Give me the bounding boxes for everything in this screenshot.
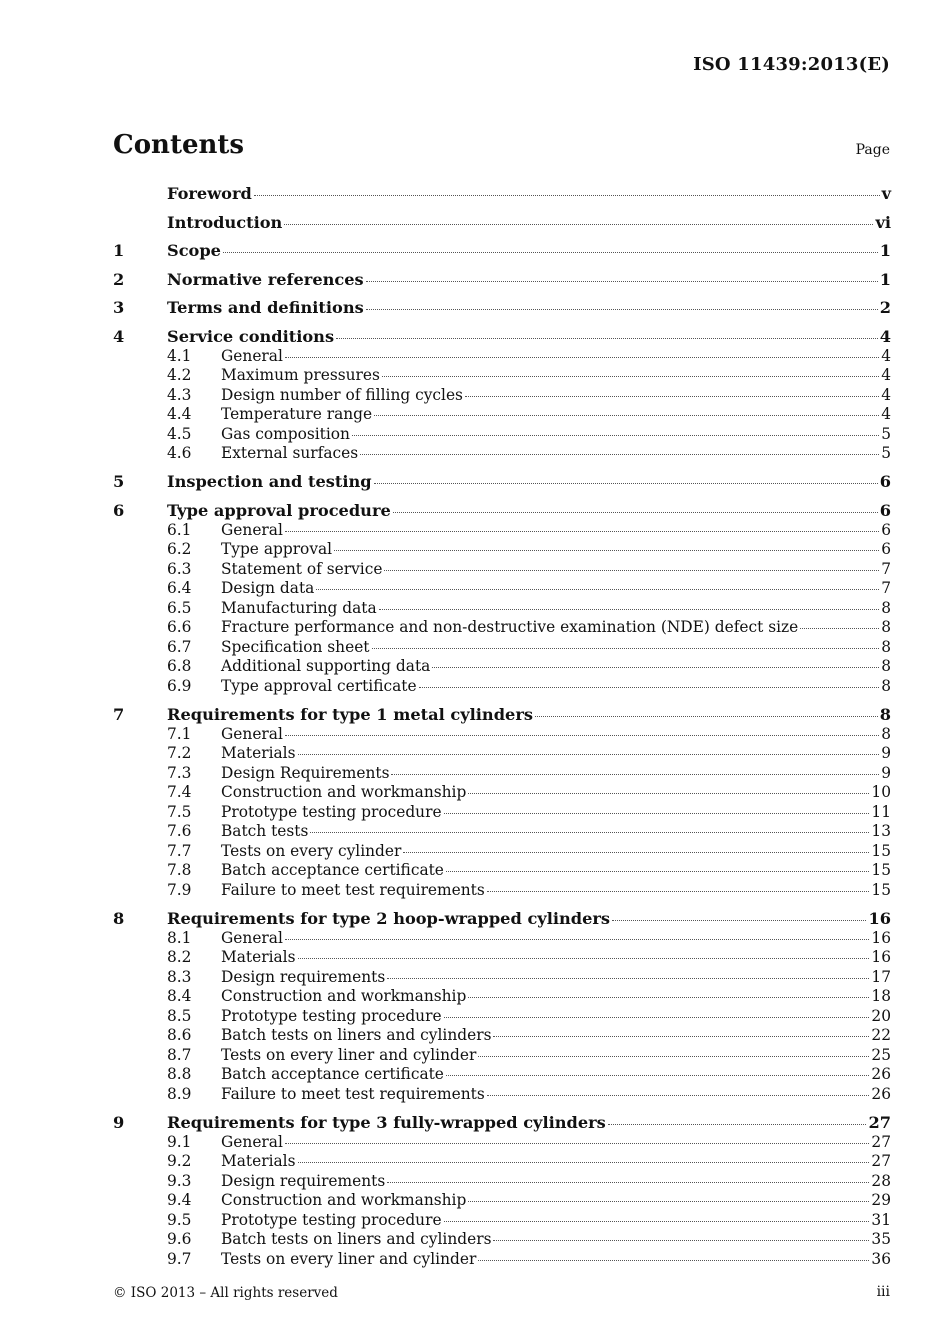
toc-entry[interactable] <box>113 241 891 261</box>
toc-subentry[interactable] <box>113 560 891 580</box>
toc-entry-title[interactable]: Design requirements <box>221 1171 386 1190</box>
toc-entry-title[interactable]: General <box>221 346 283 365</box>
toc-subentry[interactable] <box>113 521 891 541</box>
toc-entry-page[interactable]: 27 <box>871 1132 891 1151</box>
dot-leader <box>285 1142 870 1144</box>
dot-leader <box>366 308 878 310</box>
dot-leader <box>387 1181 869 1183</box>
toc-entry-title[interactable]: Statement of service <box>221 559 383 578</box>
toc-entry-page[interactable]: 6 <box>881 520 891 539</box>
toc-entry-title[interactable]: Batch tests on liners and cylinders <box>221 1230 492 1248</box>
toc-entry-number: 6.3 <box>167 559 192 578</box>
toc-entry-page[interactable]: 2 <box>879 298 891 317</box>
toc-entry-number: 8.8 <box>167 1065 192 1083</box>
toc-entry-title[interactable]: Tests on every liner and cylinder <box>221 1045 477 1064</box>
toc-subentry[interactable] <box>113 599 891 619</box>
toc-entry-title[interactable]: General <box>221 520 283 539</box>
toc-entry-number: 8.3 <box>167 967 192 986</box>
toc-entry-page[interactable]: 26 <box>871 1084 891 1103</box>
toc-subentry[interactable] <box>113 861 891 881</box>
toc-subentry[interactable] <box>113 1085 891 1105</box>
toc-entry-page[interactable]: 8 <box>881 724 891 743</box>
toc-entry[interactable] <box>113 501 891 521</box>
toc-subentry[interactable] <box>113 1172 891 1192</box>
toc-subentry[interactable] <box>113 948 891 968</box>
toc-entry-title[interactable]: Tests on every cylinder <box>221 841 402 860</box>
toc-entry-page[interactable]: vi <box>875 212 891 232</box>
section-gap <box>113 290 891 299</box>
toc-entry-page[interactable]: 6 <box>879 472 891 491</box>
toc-entry-number: 9.3 <box>167 1171 192 1190</box>
toc-entry-page[interactable]: 15 <box>871 880 891 899</box>
dot-leader <box>465 395 879 397</box>
toc-entry-title[interactable]: Maximum pressures <box>221 366 380 384</box>
toc-entry-page[interactable]: 8 <box>881 657 891 675</box>
toc-entry-number: 4.6 <box>167 444 192 462</box>
toc-entry-number: 7.2 <box>167 744 192 762</box>
toc-entry-title[interactable]: Design data <box>221 579 315 597</box>
toc-entry-number: 7.3 <box>167 763 192 782</box>
toc-entry-page[interactable]: 27 <box>868 1112 891 1132</box>
toc-entry-number: 4.3 <box>167 385 192 404</box>
dot-leader <box>379 608 880 610</box>
toc-entry-page[interactable]: 16 <box>868 908 891 928</box>
toc-subentry[interactable] <box>113 783 891 803</box>
toc-entry-number: 8 <box>113 908 125 928</box>
toc-entry-title[interactable]: Foreword <box>167 184 252 203</box>
section-gap <box>113 261 891 270</box>
toc-entry-title[interactable]: Construction and workmanship <box>221 783 467 801</box>
toc-entry-page[interactable]: 8 <box>881 598 891 617</box>
toc-subentry[interactable] <box>113 1211 891 1231</box>
toc-entry-title[interactable]: Design number of filling cycles <box>221 385 463 404</box>
toc-entry-title[interactable]: Design Requirements <box>221 763 390 782</box>
toc-entry-page[interactable]: 16 <box>871 948 891 966</box>
toc-entry-title[interactable]: Type approval procedure <box>167 500 391 520</box>
toc-entry-number: 2 <box>113 269 125 289</box>
dot-leader <box>387 977 869 979</box>
toc-entry-page[interactable]: 4 <box>881 385 891 404</box>
section-gap <box>113 233 891 242</box>
toc-entry-title[interactable]: Materials <box>221 948 296 966</box>
toc-subentry[interactable] <box>113 540 891 560</box>
dot-leader <box>444 812 870 814</box>
toc-entry-page[interactable]: 4 <box>881 346 891 365</box>
toc-entry-page[interactable]: 6 <box>879 500 891 520</box>
toc-entry[interactable] <box>113 472 891 492</box>
dot-leader <box>478 1259 869 1261</box>
dot-leader <box>391 773 879 775</box>
document-id: ISO 11439:2013(E) <box>693 54 890 75</box>
dot-leader <box>298 753 880 755</box>
dot-leader <box>468 792 869 794</box>
dot-leader <box>285 530 879 532</box>
toc-entry-title[interactable]: Materials <box>221 744 296 762</box>
toc-entry-number: 8.6 <box>167 1026 192 1044</box>
section-gap <box>113 900 891 909</box>
toc-entry-page[interactable]: 29 <box>871 1191 891 1209</box>
dot-leader <box>419 686 880 688</box>
toc-entry-number: 9.2 <box>167 1152 192 1170</box>
toc-subentry[interactable] <box>113 444 891 464</box>
toc-entry-number: 7.6 <box>167 822 192 840</box>
toc-subentry[interactable] <box>113 677 891 697</box>
toc-entry-title[interactable]: Introduction <box>167 212 283 232</box>
dot-leader <box>384 569 879 571</box>
toc-entry-title[interactable]: Fracture performance and non-destructive examination (NDE) defect size <box>221 618 799 636</box>
section-gap <box>113 464 891 473</box>
toc-entry-page[interactable]: 4 <box>881 405 891 423</box>
toc-entry-page[interactable]: 22 <box>871 1026 891 1044</box>
dot-leader <box>298 957 870 959</box>
toc-entry-page[interactable]: 31 <box>871 1210 891 1229</box>
dot-leader <box>334 549 879 551</box>
dot-leader <box>468 1200 869 1202</box>
dot-leader <box>284 223 873 225</box>
dot-leader <box>366 280 878 282</box>
toc-subentry[interactable] <box>113 405 891 425</box>
toc-entry-page[interactable]: 6 <box>881 540 891 558</box>
toc-entry-number: 8.4 <box>167 987 192 1005</box>
toc-subentry[interactable] <box>113 1133 891 1153</box>
toc-entry-number: 4.4 <box>167 405 192 423</box>
toc-entry-number: 8.1 <box>167 928 192 947</box>
dot-leader <box>612 919 866 921</box>
toc-entry-number: 4.2 <box>167 366 192 384</box>
toc-subentry[interactable] <box>113 968 891 988</box>
toc-entry[interactable] <box>113 184 891 204</box>
toc-subentry[interactable] <box>113 1007 891 1027</box>
dot-leader <box>285 356 879 358</box>
toc-entry-title[interactable]: Tests on every liner and cylinder <box>221 1249 477 1268</box>
toc-entry-title[interactable]: Prototype testing procedure <box>221 1006 442 1025</box>
toc-subentry[interactable] <box>113 1230 891 1250</box>
toc-entry-number: 9.1 <box>167 1132 192 1151</box>
toc-entry-number: 7.8 <box>167 861 192 879</box>
dot-leader <box>298 1161 870 1163</box>
toc-entry[interactable] <box>113 327 891 347</box>
dot-leader <box>478 1055 869 1057</box>
toc-entry-number: 7.4 <box>167 783 192 801</box>
toc-entry-number: 7.1 <box>167 724 192 743</box>
toc-entry-number: 6.1 <box>167 520 192 539</box>
toc-entry-title[interactable]: Construction and workmanship <box>221 987 467 1005</box>
toc-entry-title[interactable]: Terms and definitions <box>167 298 364 317</box>
toc-subentry[interactable] <box>113 764 891 784</box>
toc-entry-page[interactable]: 27 <box>871 1152 891 1170</box>
section-gap <box>113 204 891 213</box>
toc-entry-page[interactable]: 10 <box>871 783 891 801</box>
toc-entry-page[interactable]: 15 <box>871 861 891 879</box>
toc-entry-title[interactable]: Service conditions <box>167 326 335 346</box>
toc-entry-title[interactable]: Batch acceptance certificate <box>221 1065 444 1083</box>
toc-entry-title[interactable]: Design requirements <box>221 967 386 986</box>
toc-entry-number: 8.5 <box>167 1006 192 1025</box>
toc-subentry[interactable] <box>113 1026 891 1046</box>
toc-entry[interactable] <box>113 270 891 290</box>
dot-leader <box>608 1123 867 1125</box>
toc-entry-title[interactable]: General <box>221 724 283 743</box>
toc-entry-title[interactable]: Inspection and testing <box>167 472 372 491</box>
toc-entry-number: 4 <box>113 326 125 346</box>
dot-leader <box>535 715 878 717</box>
toc-entry-page[interactable]: 36 <box>871 1249 891 1268</box>
toc-entry[interactable] <box>113 1113 891 1133</box>
toc-entry-page[interactable]: 7 <box>881 559 891 578</box>
dot-leader <box>444 1220 870 1222</box>
toc-subentry[interactable] <box>113 1065 891 1085</box>
toc-subentry[interactable] <box>113 987 891 1007</box>
toc-entry-title[interactable]: Requirements for type 1 metal cylinders <box>167 704 533 724</box>
toc-entry-page[interactable]: 25 <box>871 1045 891 1064</box>
toc-entry-title[interactable]: External surfaces <box>221 444 359 462</box>
toc-entry-number: 9.4 <box>167 1191 192 1209</box>
toc-subentry[interactable] <box>113 1152 891 1172</box>
toc-entry-page[interactable]: 18 <box>871 987 891 1005</box>
toc-entry-page[interactable]: 1 <box>879 269 891 289</box>
toc-subentry[interactable] <box>113 366 891 386</box>
toc-subentry[interactable] <box>113 929 891 949</box>
toc-entry-number: 9.6 <box>167 1230 192 1248</box>
toc-subentry[interactable] <box>113 638 891 658</box>
toc-entry[interactable] <box>113 705 891 725</box>
section-gap <box>113 318 891 327</box>
toc-entry-page[interactable]: 5 <box>881 424 891 443</box>
toc-entry-page[interactable]: 4 <box>881 366 891 384</box>
toc-entry[interactable] <box>113 909 891 929</box>
dot-leader <box>403 851 869 853</box>
toc-entry-title[interactable]: Temperature range <box>221 405 373 423</box>
dot-leader <box>487 1094 870 1096</box>
toc-entry-number: 6 <box>113 500 125 520</box>
toc-entry-title[interactable]: Additional supporting data <box>221 657 431 675</box>
section-gap <box>113 696 891 705</box>
toc-entry-number: 4.1 <box>167 346 192 365</box>
toc-entry-title[interactable]: Requirements for type 2 hoop-wrapped cylinders <box>167 908 611 928</box>
dot-leader <box>374 482 878 484</box>
dot-leader <box>223 251 878 253</box>
toc-subentry[interactable] <box>113 822 891 842</box>
toc-subentry[interactable] <box>113 1046 891 1066</box>
toc-entry[interactable] <box>113 213 891 233</box>
copyright-notice: © ISO 2013 – All rights reserved <box>113 1285 338 1301</box>
toc-subentry[interactable] <box>113 579 891 599</box>
dot-leader <box>316 588 879 590</box>
toc-entry-number: 8.2 <box>167 948 192 966</box>
toc-subentry[interactable] <box>113 842 891 862</box>
toc-entry-page[interactable]: 13 <box>871 822 891 840</box>
toc-entry-page[interactable]: 1 <box>879 241 891 260</box>
page-number: iii <box>876 1284 890 1300</box>
toc-entry-title[interactable]: Batch acceptance certificate <box>221 861 444 879</box>
toc-entry-title[interactable]: Prototype testing procedure <box>221 1210 442 1229</box>
dot-leader <box>493 1035 869 1037</box>
dot-leader <box>285 734 879 736</box>
toc-entry-title[interactable]: Gas composition <box>221 424 350 443</box>
toc-entry-number: 8.9 <box>167 1084 192 1103</box>
dot-leader <box>468 996 869 998</box>
toc-entry-number: 7.9 <box>167 880 192 899</box>
toc-entry-title[interactable]: Batch tests on liners and cylinders <box>221 1026 492 1044</box>
toc-subentry[interactable] <box>113 744 891 764</box>
dot-leader <box>360 453 879 455</box>
dot-leader <box>487 890 870 892</box>
toc-entry-page[interactable]: 8 <box>881 637 891 656</box>
dot-leader <box>444 1016 870 1018</box>
toc-entry-number: 6.7 <box>167 637 192 656</box>
toc-entry-number: 1 <box>113 241 125 260</box>
toc-entry-number: 9.5 <box>167 1210 192 1229</box>
toc-entry-number: 6.2 <box>167 540 192 558</box>
toc-entry-number: 7 <box>113 704 125 724</box>
dot-leader <box>446 1074 869 1076</box>
toc-entry-page[interactable]: 15 <box>871 841 891 860</box>
toc-entry-number: 7.7 <box>167 841 192 860</box>
dot-leader <box>374 414 879 416</box>
dot-leader <box>446 870 869 872</box>
dot-leader <box>432 666 879 668</box>
toc-entry-number: 5 <box>113 472 125 491</box>
toc-subentry[interactable] <box>113 425 891 445</box>
toc-entry-title[interactable]: Construction and workmanship <box>221 1191 467 1209</box>
toc-entry-page[interactable]: 35 <box>871 1230 891 1248</box>
toc-entry-title[interactable]: Normative references <box>167 269 364 289</box>
toc-subentry[interactable] <box>113 386 891 406</box>
toc-entry-title[interactable]: Batch tests <box>221 822 309 840</box>
dot-leader <box>372 647 880 649</box>
toc-entry-page[interactable]: 8 <box>881 676 891 695</box>
toc-entry-number: 6.8 <box>167 657 192 675</box>
toc-entry-number: 3 <box>113 298 125 317</box>
toc-entry-number: 6.5 <box>167 598 192 617</box>
page-column-label: Page <box>855 142 890 158</box>
toc-subentry[interactable] <box>113 657 891 677</box>
toc-entry-page[interactable]: 9 <box>881 744 891 762</box>
toc-subentry[interactable] <box>113 881 891 901</box>
page-title: Contents <box>113 130 245 160</box>
toc-entry-page[interactable]: 7 <box>881 579 891 597</box>
toc-entry-page[interactable]: 26 <box>871 1065 891 1083</box>
dot-leader <box>393 511 878 513</box>
toc-entry-title[interactable]: General <box>221 928 283 947</box>
toc-entry-page[interactable]: 20 <box>871 1006 891 1025</box>
toc-entry-title[interactable]: General <box>221 1132 283 1151</box>
toc-entry-page[interactable]: 4 <box>879 326 891 346</box>
toc-subentry[interactable] <box>113 1191 891 1211</box>
toc-entry-title[interactable]: Requirements for type 3 fully-wrapped cylinders <box>167 1112 606 1132</box>
toc-subentry[interactable] <box>113 803 891 823</box>
toc-entry-number: 4.5 <box>167 424 192 443</box>
toc-entry-number: 8.7 <box>167 1045 192 1064</box>
toc-entry-title[interactable]: Type approval certificate <box>221 676 417 695</box>
table-of-contents <box>113 184 891 1269</box>
toc-entry-number: 9.7 <box>167 1249 192 1268</box>
toc-entry-number: 6.4 <box>167 579 192 597</box>
dot-leader <box>382 375 879 377</box>
dot-leader <box>336 337 878 339</box>
toc-entry-page[interactable]: 11 <box>871 802 891 821</box>
dot-leader <box>352 434 879 436</box>
toc-entry-page[interactable]: 9 <box>881 763 891 782</box>
section-gap <box>113 492 891 501</box>
toc-entry-number: 6.6 <box>167 618 192 636</box>
toc-entry-page[interactable]: 8 <box>879 704 891 724</box>
toc-entry-title[interactable]: Failure to meet test requirements <box>221 880 485 899</box>
dot-leader <box>493 1239 869 1241</box>
toc-entry-title[interactable]: Specification sheet <box>221 637 370 656</box>
dot-leader <box>285 938 870 940</box>
toc-entry-page[interactable]: 5 <box>881 444 891 462</box>
toc-entry-title[interactable]: Prototype testing procedure <box>221 802 442 821</box>
toc-entry-number: 6.9 <box>167 676 192 695</box>
toc-subentry[interactable] <box>113 347 891 367</box>
toc-entry-title[interactable]: Materials <box>221 1152 296 1170</box>
toc-entry-title[interactable]: Scope <box>167 241 221 260</box>
dot-leader <box>310 831 869 833</box>
toc-entry-title[interactable]: Type approval <box>221 540 333 558</box>
toc-entry-page[interactable]: 8 <box>881 618 891 636</box>
toc-entry-page[interactable]: 16 <box>871 928 891 947</box>
section-gap <box>113 1104 891 1113</box>
toc-entry[interactable] <box>113 298 891 318</box>
toc-entry-title[interactable]: Manufacturing data <box>221 598 377 617</box>
dot-leader <box>254 194 880 196</box>
toc-entry-number: 7.5 <box>167 802 192 821</box>
toc-entry-title[interactable]: Failure to meet test requirements <box>221 1084 485 1103</box>
toc-subentry[interactable] <box>113 725 891 745</box>
toc-entry-page[interactable]: 28 <box>871 1171 891 1190</box>
toc-entry-number: 9 <box>113 1112 125 1132</box>
toc-subentry[interactable] <box>113 1250 891 1270</box>
dot-leader <box>800 627 879 629</box>
toc-entry-page[interactable]: 17 <box>871 967 891 986</box>
toc-subentry[interactable] <box>113 618 891 638</box>
toc-entry-page[interactable]: v <box>881 184 891 203</box>
